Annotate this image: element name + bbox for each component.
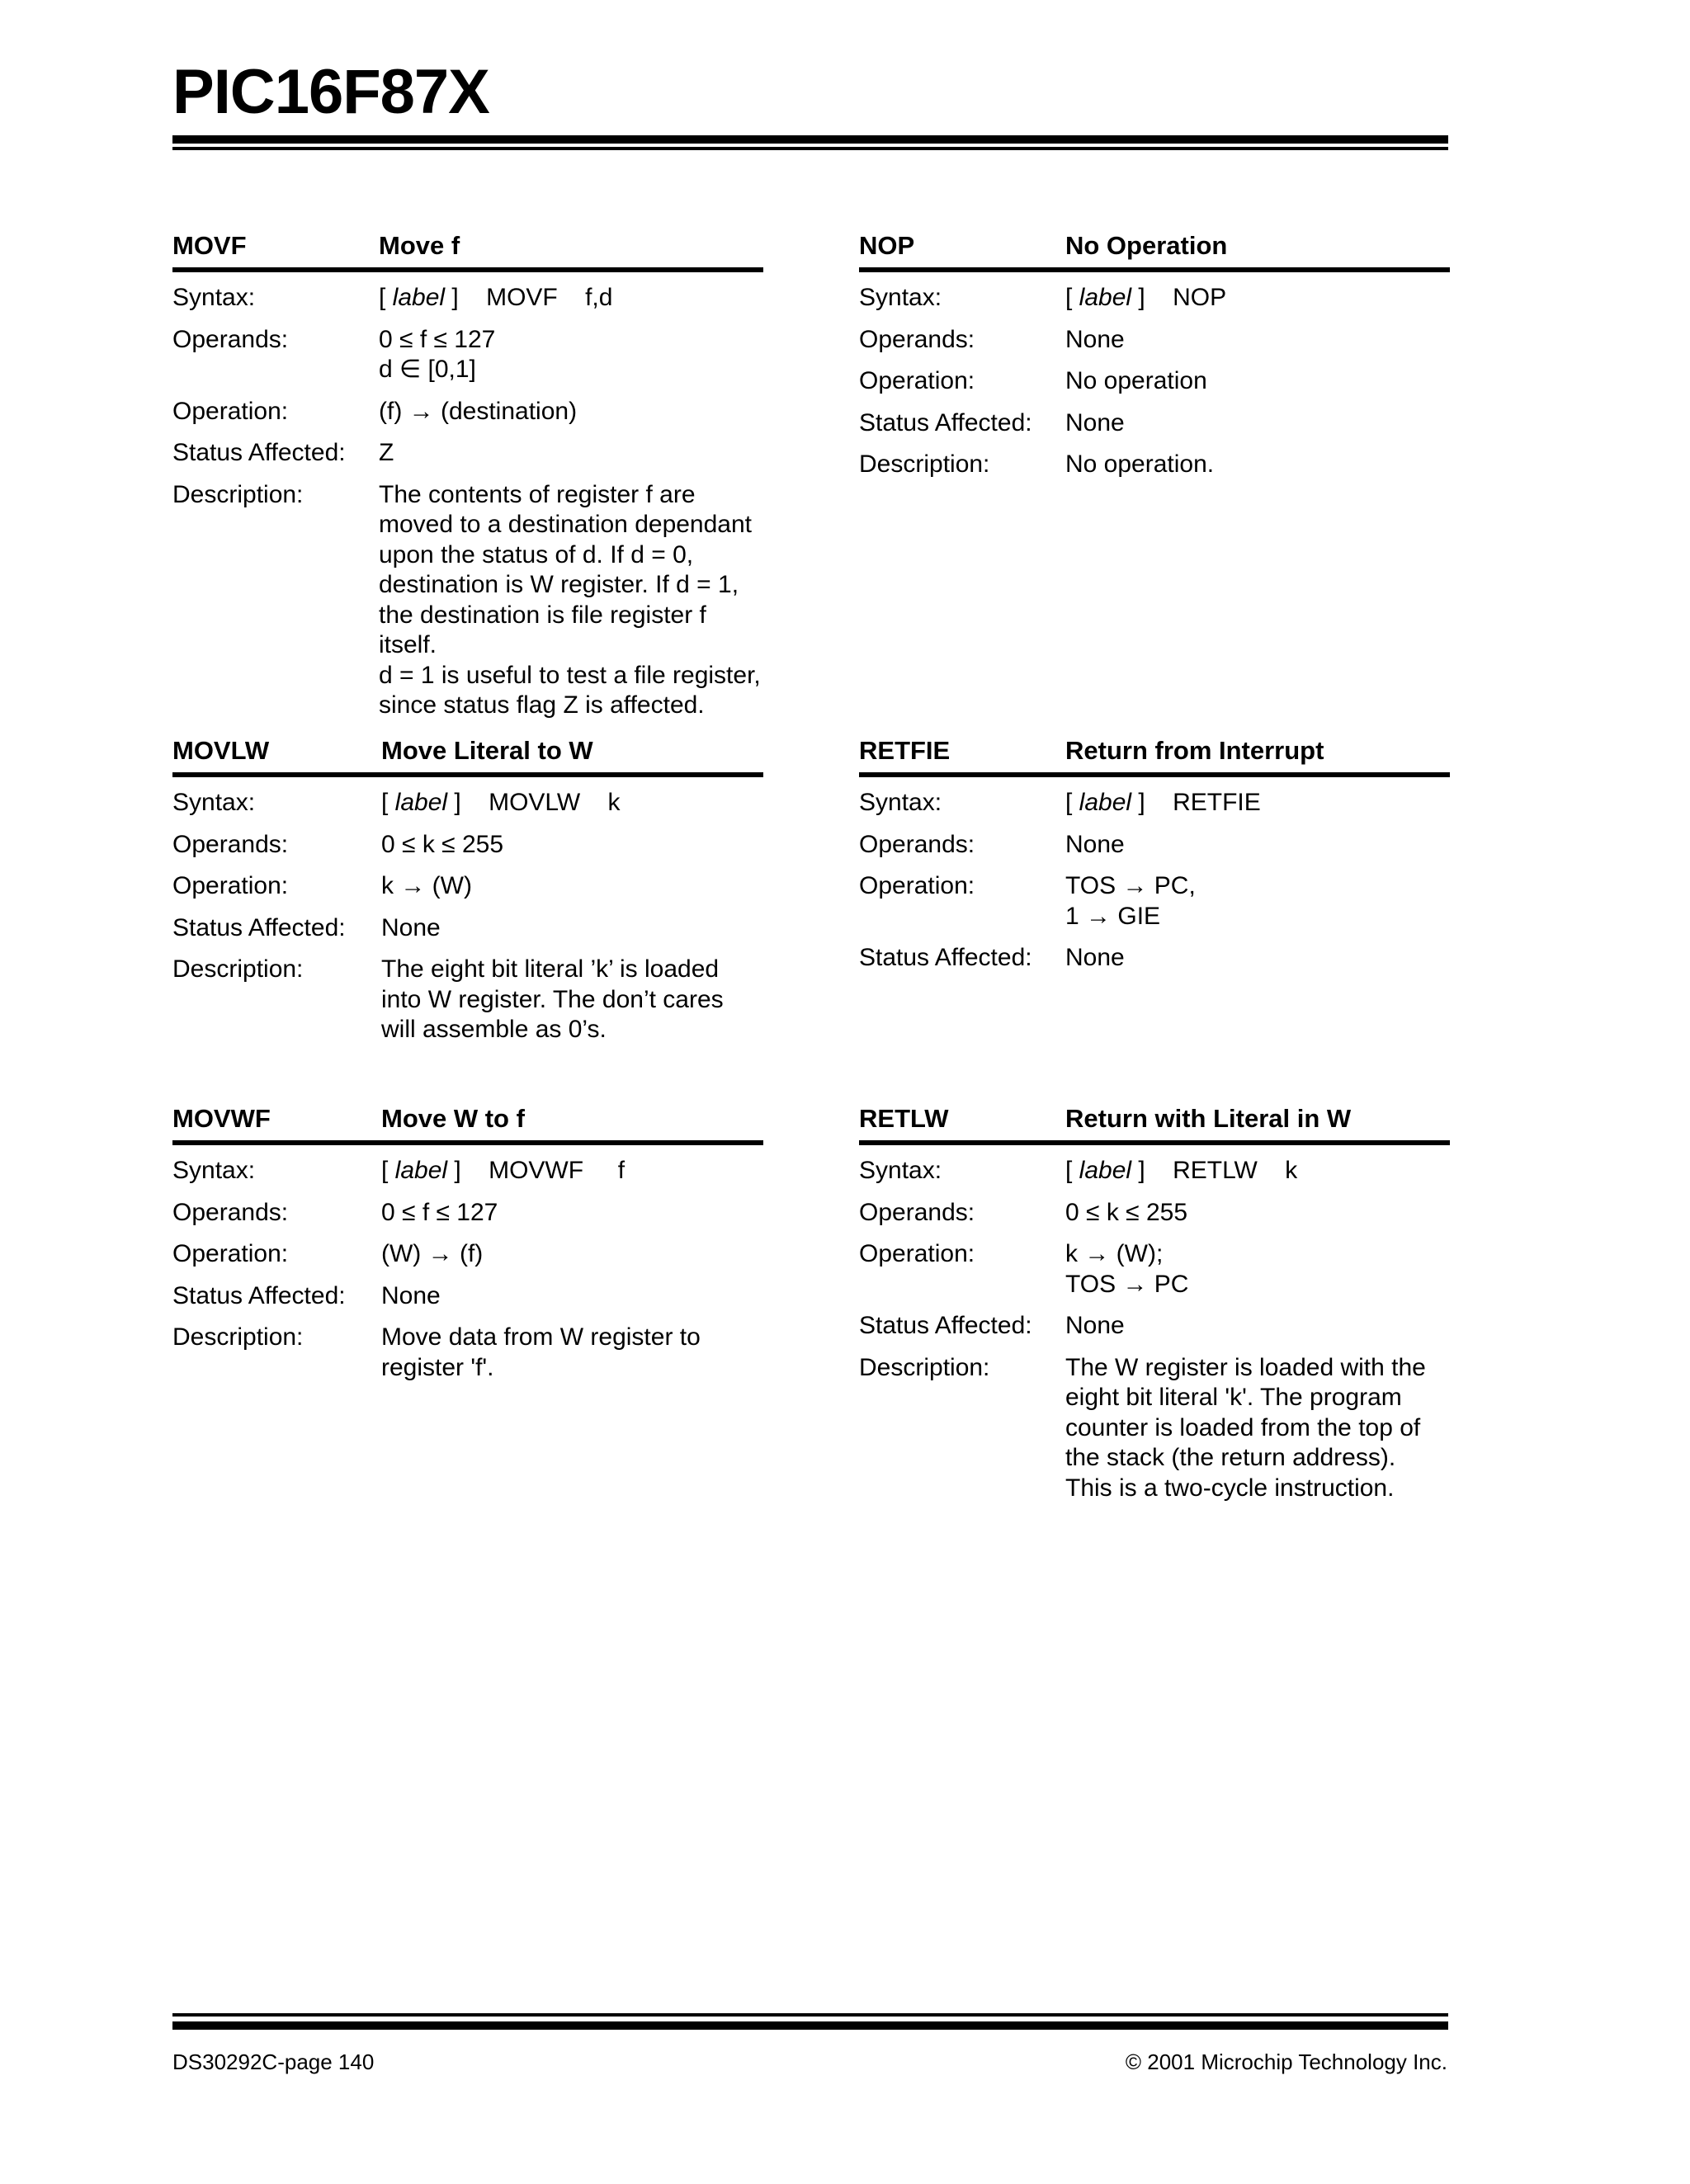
syntax-label: Syntax: bbox=[859, 1157, 942, 1184]
instruction-name: Return from Interrupt bbox=[1065, 736, 1324, 765]
syntax-code bbox=[1145, 284, 1173, 311]
syntax-code bbox=[461, 789, 489, 816]
operation-label: Operation: bbox=[859, 367, 975, 394]
description-value: No operation. bbox=[1065, 450, 1215, 478]
status-value: None bbox=[381, 1281, 441, 1309]
bracket-open: [ bbox=[381, 789, 395, 816]
bracket-open: [ bbox=[1065, 789, 1079, 816]
syntax-label-word: label bbox=[1079, 284, 1132, 311]
operands-label: Operands: bbox=[172, 830, 289, 858]
operands-value: 0 ≤ k ≤ 255 bbox=[381, 830, 504, 858]
status-value: None bbox=[1065, 1312, 1125, 1339]
operation-label: Operation: bbox=[172, 872, 289, 899]
description-row bbox=[172, 1317, 763, 1389]
bracket-open: [ bbox=[1065, 284, 1079, 311]
description-value: The contents of register f are moved to a destination dependant upon the status of d. If d = 0, destination is W register. If d = 1, the destination is file register f itself. d = 1 is useful to test a file register, since status flag Z is affected. bbox=[379, 480, 761, 719]
syntax-value bbox=[381, 782, 763, 824]
description-value: The eight bit literal ’k’ is loaded into W register. The don’t cares will assemble as 0’s. bbox=[381, 955, 724, 1043]
description-label: Description: bbox=[172, 480, 304, 508]
description-label: Description: bbox=[172, 1323, 304, 1351]
syntax-code-text: NOP bbox=[1173, 284, 1227, 311]
syntax-code-text: MOVWF f bbox=[489, 1157, 625, 1184]
instruction-retlw bbox=[859, 1097, 1450, 1509]
description-row bbox=[859, 444, 1450, 486]
status-value: None bbox=[1065, 408, 1125, 436]
status-row bbox=[859, 1305, 1450, 1347]
operation-label: Operation: bbox=[172, 397, 289, 425]
operation-label: Operation: bbox=[859, 872, 975, 899]
instruction-header bbox=[859, 1097, 1450, 1145]
syntax-label: Syntax: bbox=[172, 789, 256, 816]
operands-label: Operands: bbox=[172, 325, 289, 353]
syntax-label-word: label bbox=[394, 789, 448, 816]
syntax-value bbox=[379, 277, 763, 319]
bracket-open: [ bbox=[1065, 1157, 1079, 1184]
bracket-open: [ bbox=[379, 284, 393, 311]
instruction-name: Move Literal to W bbox=[381, 736, 593, 765]
instruction-fields bbox=[859, 1150, 1450, 1509]
operands-row bbox=[172, 824, 763, 866]
footer-page-id: DS30292C-page 140 bbox=[172, 2050, 375, 2074]
status-row bbox=[172, 1276, 763, 1318]
syntax-label: Syntax: bbox=[859, 284, 942, 311]
syntax-row bbox=[859, 1150, 1450, 1192]
footer-copyright: © 2001 Microchip Technology Inc. bbox=[1125, 2050, 1447, 2074]
status-row bbox=[172, 432, 763, 474]
operation-row bbox=[859, 866, 1450, 937]
syntax-label: Syntax: bbox=[172, 284, 256, 311]
syntax-value bbox=[381, 1150, 763, 1192]
operands-row bbox=[172, 319, 763, 391]
operation-value: No operation bbox=[1065, 367, 1207, 394]
syntax-row bbox=[172, 277, 763, 319]
description-value: Move data from W register to register 'f'. bbox=[381, 1323, 701, 1381]
instruction-mnemonic: RETFIE bbox=[859, 736, 951, 765]
instruction-movf bbox=[172, 224, 763, 727]
instruction-mnemonic: NOP bbox=[859, 231, 915, 260]
description-label: Description: bbox=[172, 955, 304, 983]
instruction-fields bbox=[859, 277, 1450, 486]
status-row bbox=[172, 908, 763, 950]
bracket-close: ] bbox=[447, 1157, 461, 1184]
instruction-movwf bbox=[172, 1097, 763, 1389]
syntax-value bbox=[1065, 1150, 1450, 1192]
operands-row bbox=[172, 1192, 763, 1234]
header-rule-thin bbox=[172, 147, 1448, 150]
instruction-mnemonic: MOVWF bbox=[172, 1104, 271, 1133]
syntax-label-word: label bbox=[1079, 789, 1132, 816]
operands-value: 0 ≤ f ≤ 127 d ∈ [0,1] bbox=[379, 325, 496, 383]
operation-row bbox=[172, 391, 763, 433]
instruction-nop bbox=[859, 224, 1450, 486]
instruction-header bbox=[172, 224, 763, 272]
syntax-code-text: RETLW k bbox=[1173, 1157, 1298, 1184]
operation-row bbox=[172, 1234, 763, 1276]
syntax-code-text: RETFIE bbox=[1173, 789, 1261, 816]
bracket-close: ] bbox=[445, 284, 459, 311]
syntax-label-word: label bbox=[392, 284, 446, 311]
syntax-label: Syntax: bbox=[859, 789, 942, 816]
operands-value: None bbox=[1065, 325, 1125, 353]
operation-value: k → (W) bbox=[381, 872, 472, 899]
instruction-header bbox=[859, 224, 1450, 272]
operation-value: TOS → PC, 1 → GIE bbox=[1065, 872, 1196, 930]
operands-row bbox=[859, 319, 1450, 361]
instruction-name: Return with Literal in W bbox=[1065, 1104, 1352, 1133]
operands-label: Operands: bbox=[859, 325, 975, 353]
syntax-code bbox=[461, 1157, 489, 1184]
status-value: None bbox=[381, 913, 441, 941]
bracket-close: ] bbox=[447, 789, 461, 816]
status-label: Status Affected: bbox=[172, 1281, 346, 1309]
instruction-name: Move f bbox=[379, 231, 460, 260]
operation-value: (f) → (destination) bbox=[379, 397, 578, 425]
status-row bbox=[859, 937, 1450, 979]
syntax-row bbox=[859, 277, 1450, 319]
description-value: The W register is loaded with the eight bit literal 'k'. The program counter is loaded from the top of the stack (the return address). This is a two-cycle instruction. bbox=[1065, 1353, 1426, 1502]
instruction-movlw bbox=[172, 729, 763, 1051]
syntax-code-text: MOVLW k bbox=[489, 789, 621, 816]
operands-label: Operands: bbox=[859, 1198, 975, 1226]
instruction-fields bbox=[172, 1150, 763, 1389]
status-label: Status Affected: bbox=[172, 913, 346, 941]
status-label: Status Affected: bbox=[859, 944, 1032, 971]
operands-value: 0 ≤ k ≤ 255 bbox=[1065, 1198, 1188, 1226]
operands-label: Operands: bbox=[859, 830, 975, 858]
operation-value: (W) → (f) bbox=[381, 1240, 484, 1267]
description-label: Description: bbox=[859, 1353, 990, 1381]
operands-row bbox=[859, 1192, 1450, 1234]
status-value: None bbox=[1065, 944, 1125, 971]
status-label: Status Affected: bbox=[859, 1312, 1032, 1339]
description-row bbox=[172, 949, 763, 1051]
header-rule-thick bbox=[172, 135, 1448, 144]
operands-value: None bbox=[1065, 830, 1125, 858]
operands-row bbox=[859, 824, 1450, 866]
syntax-code-text: MOVF f,d bbox=[486, 284, 613, 311]
operation-label: Operation: bbox=[859, 1240, 975, 1267]
operands-label: Operands: bbox=[172, 1198, 289, 1226]
bracket-close: ] bbox=[1131, 1157, 1145, 1184]
syntax-label-word: label bbox=[1079, 1157, 1132, 1184]
operands-value: 0 ≤ f ≤ 127 bbox=[381, 1198, 498, 1226]
footer-rule-thin bbox=[172, 2013, 1448, 2017]
syntax-code bbox=[1145, 789, 1173, 816]
instruction-header bbox=[172, 729, 763, 777]
page-title: PIC16F87X bbox=[172, 57, 489, 127]
operation-row bbox=[859, 1234, 1450, 1305]
instruction-retfie bbox=[859, 729, 1450, 979]
syntax-label: Syntax: bbox=[172, 1157, 256, 1184]
operation-row bbox=[172, 866, 763, 908]
instruction-name: Move W to f bbox=[381, 1104, 525, 1133]
syntax-code bbox=[1145, 1157, 1173, 1184]
status-row bbox=[859, 403, 1450, 445]
syntax-code bbox=[459, 284, 486, 311]
status-label: Status Affected: bbox=[859, 408, 1032, 436]
syntax-value bbox=[1065, 277, 1450, 319]
bracket-open: [ bbox=[381, 1157, 395, 1184]
syntax-row bbox=[859, 782, 1450, 824]
description-row bbox=[859, 1347, 1450, 1510]
instruction-mnemonic: MOVF bbox=[172, 231, 247, 260]
operation-row bbox=[859, 361, 1450, 403]
syntax-row bbox=[172, 1150, 763, 1192]
instruction-mnemonic: MOVLW bbox=[172, 736, 270, 765]
instruction-fields bbox=[859, 782, 1450, 979]
instruction-header bbox=[172, 1097, 763, 1145]
syntax-value bbox=[1065, 782, 1450, 824]
operation-value: k → (W); TOS → PC bbox=[1065, 1240, 1189, 1298]
instruction-name: No Operation bbox=[1065, 231, 1228, 260]
description-row bbox=[172, 474, 763, 727]
operation-label: Operation: bbox=[172, 1240, 289, 1267]
status-value: Z bbox=[379, 439, 394, 466]
instruction-mnemonic: RETLW bbox=[859, 1104, 949, 1133]
instruction-fields bbox=[172, 782, 763, 1051]
status-label: Status Affected: bbox=[172, 439, 346, 466]
instruction-fields bbox=[172, 277, 763, 727]
syntax-label-word: label bbox=[394, 1157, 448, 1184]
syntax-row bbox=[172, 782, 763, 824]
description-label: Description: bbox=[859, 450, 990, 478]
footer-rule-thick bbox=[172, 2021, 1448, 2030]
bracket-close: ] bbox=[1131, 789, 1145, 816]
bracket-close: ] bbox=[1131, 284, 1145, 311]
instruction-header bbox=[859, 729, 1450, 777]
